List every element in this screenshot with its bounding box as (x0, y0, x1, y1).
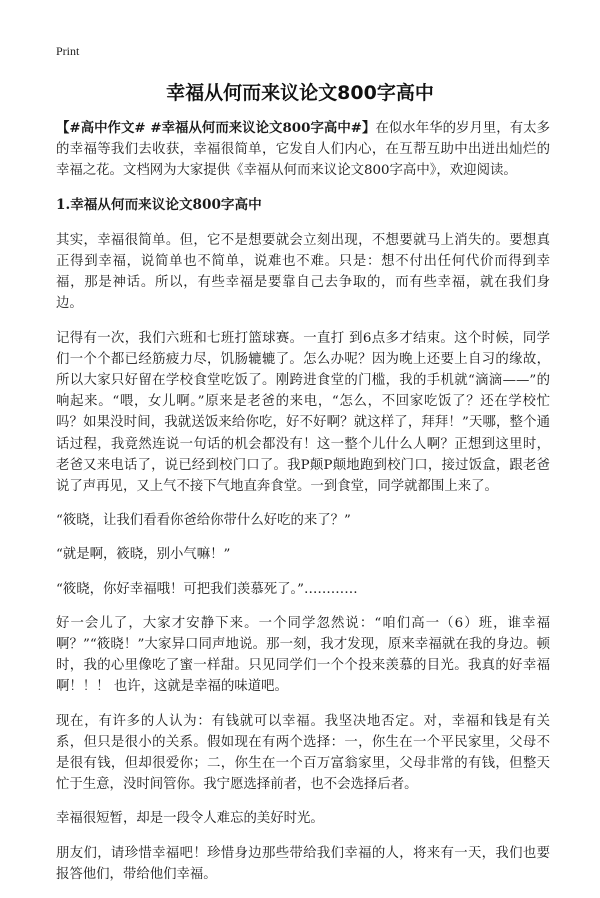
paragraph: “筱晓，让我们看看你爸给你带什么好吃的来了？” (56, 513, 351, 529)
section-heading: 1.幸福从何而来议论文800字高中 (56, 196, 262, 213)
paragraph: 现在，有许多的人认为：有钱就可以幸福。我坚决地否定。对，幸福和钱是有关系，但只是很小的关系。假如现在有两个选择：一，你生在一个平民家里，父母不是很有钱，但却很爱你；二，你生在一个百万富翁家里，父母非常的有钱，但整天忙于生意，没时间管你。我宁愿选择前者，也不会选择后者。 (56, 713, 550, 793)
paragraph: 好一会儿了，大家才安静下来。一个同学忽然说：“咱们高一（6）班，谁幸福啊？”“筱晓！”大家异口同声地说。那一刻，我才发现，原来幸福就在我的身边。顿时，我的心里像吃了蜜一样甜。只见同学们一个个投来羡慕的目光。我真的好幸福啊！！！ 也许，这就是幸福的味道吧。 (56, 615, 550, 695)
article-title: 幸福从何而来议论文800字高中 (166, 82, 434, 104)
intro-text: 在似水年华的岁月里，有太多的幸福等我们去收获，幸福很简单，它发自人们内心，在互帮互助中出迸出灿烂的幸福之花。文档网为大家提供《幸福从何而来议论文800字高中》，欢迎阅读。 (56, 121, 550, 179)
paragraph: “筱晓，你好幸福哦！可把我们羡慕死了。”………… (56, 581, 358, 597)
paragraph: 其实，幸福很简单。但，它不是想要就会立刻出现，不想要就马上消失的。要想真正得到幸福，说简单也不简单，说难也不难。只是：想不付出任何代价而得到幸福，那是神话。所以，有些幸福是要靠自己去争取的，而有些幸福，就在我们身边。 (56, 232, 550, 312)
paragraph: 记得有一次，我们六班和七班打篮球赛。一直打 到6点多才结束。这个时候，同学们一个个都已经筋疲力尽，饥肠辘辘了。怎么办呢？因为晚上还要上自习的缘故，所以大家只好留在学校食堂吃饭了。刚跨进食堂的门槛，我的手机就“滴滴——”的响起来。“喂，女儿啊。”原来是老爸的来电，“怎么，不回家吃饭了？还在学校忙吗？如果没时间，我就送饭来给你吃，好不好啊？就这样了，拜拜！”天哪，整个通话过程，我竟然连说一句话的机会都没有！这一整个儿什么人啊？正想到这里时，老爸又来电话了，说已经到校门口了。我P颠P颠地跑到校门口，接过饭盒，跟老爸说了声再见，又上气不接下气地直奔食堂。一到食堂，同学就都围上来了。 (56, 330, 550, 495)
paragraph: 幸福很短暂，却是一段令人难忘的美好时光。 (56, 811, 324, 827)
paragraph: 朋友们，请珍惜幸福吧！珍惜身边那些带给我们幸福的人，将来有一天，我们也要报答他们，带给他们幸福。 (56, 845, 550, 882)
paragraph: “就是啊，筱晓，别小气嘛！” (56, 547, 231, 563)
article-body (56, 118, 550, 898)
print-link[interactable]: Print (56, 44, 80, 58)
intro-paragraph (56, 118, 550, 182)
intro-tag: 【#高中作文# #幸福从何而来议论文800字高中#】 (56, 120, 376, 136)
